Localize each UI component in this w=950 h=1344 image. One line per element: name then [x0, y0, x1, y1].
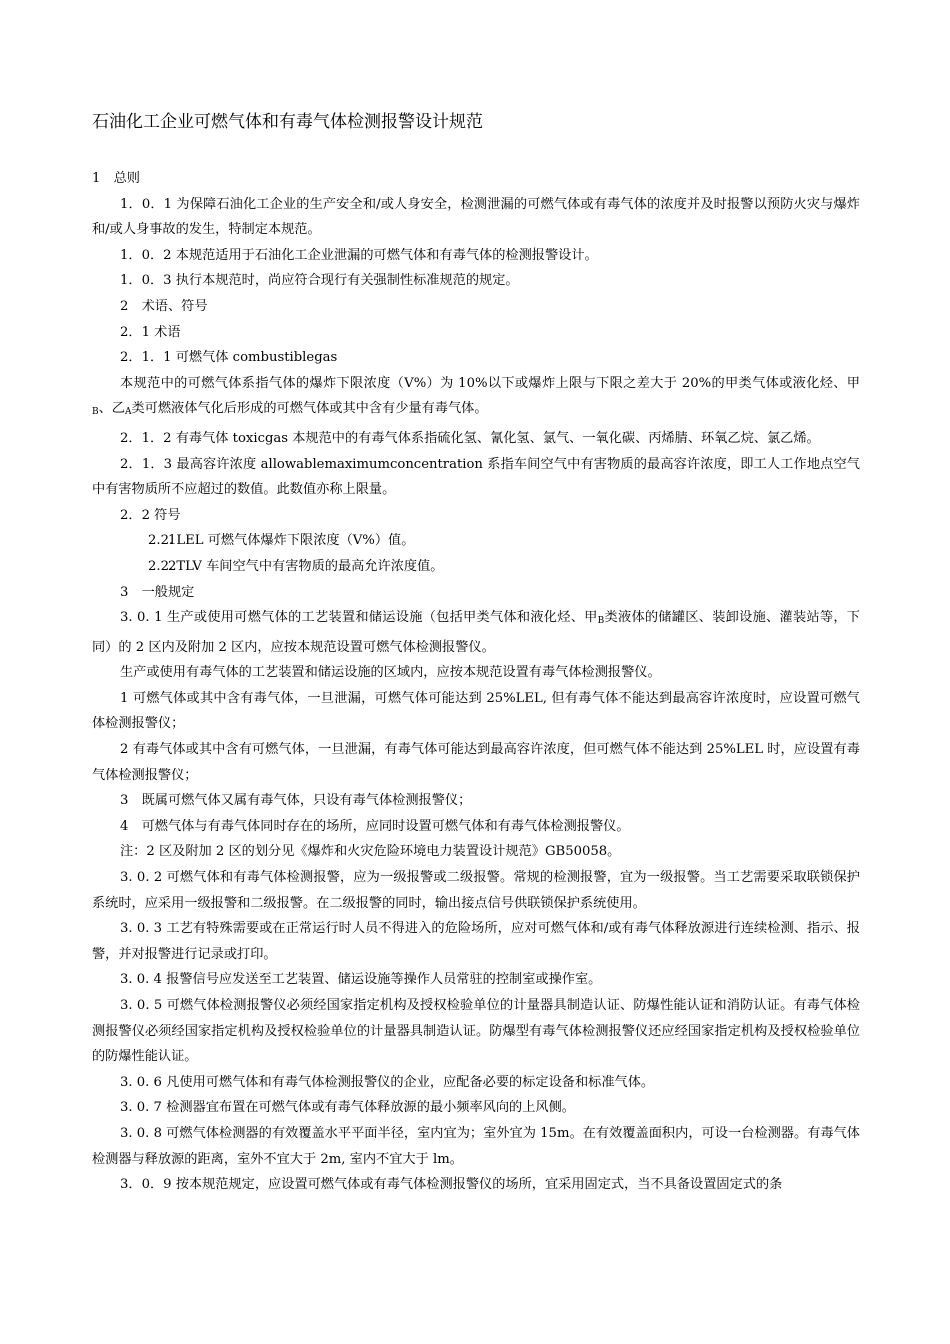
clause-3-0-4: 3. 0. 4 报警信号应发送至工艺装置、储运设施等操作人员常驻的控制室或操作室。	[120, 972, 602, 988]
clause-text: 1LEL 可燃气体爆炸下限浓度（V%）值。	[168, 533, 415, 549]
clause-3-0-7: 3. 0. 7 检测器宜布置在可燃气体或有毒气体释放源的最小频率风向的上风侧。	[120, 1100, 575, 1116]
clause-2-2-2	[92, 554, 860, 580]
text-run: 本规范中的可燃气体系指气体的爆炸下限浓度（V%）为 10%以下或爆炸上限与下限之差大于 20%的甲类气体或液化烃、甲	[120, 375, 860, 391]
clause-3-0-2: 3. 0. 2 可燃气体和有毒气体检测报警，应为一级报警或二级报警。常规的检测报警，宜为一级报警。当工艺需要采取联锁保护系统时，应采用一级报警和二级报警。在二级报警的同时，输出接点信号供联锁保护系统使用。	[92, 870, 860, 911]
clause-3-0-1-toxic: 生产或使用有毒气体的工艺装置和储运设施的区域内，应按本规范设置有毒气体检测报警仪。	[120, 665, 661, 681]
clause-2-2-1	[92, 528, 860, 554]
list-item-4: 4 可燃气体与有毒气体同时存在的场所，应同时设置可燃气体和有毒气体检测报警仪。	[120, 818, 630, 834]
section-heading-1: 1 总则	[92, 171, 140, 186]
text-run: 3. 0. 1 生产或使用可燃气体的工艺装置和储运设施（包括甲类气体和液化烃、甲	[120, 610, 598, 626]
clause-1-0-3: 1．0．3 执行本规范时，尚应符合现行有关强制性标准规范的规定。	[120, 273, 519, 289]
clause-2-1-3: 2．1．3 最高容许浓度 allowablemaximumconcentration 系指车间空气中有害物质的最高容许浓度，即工人工作地点空气中有害物质所不应超过的数值。此数值亦称上限量。	[92, 456, 860, 498]
subscript: B	[597, 616, 605, 627]
list-item-2: 2 有毒气体或其中含有可燃气体，一旦泄漏，有毒气体可能达到最高容许浓度，但可燃气体不能达到 25%LEL 时，应设置有毒气体检测报警仪；	[92, 742, 860, 783]
clause-2-1-1-body	[92, 371, 860, 426]
text-run: 类可燃液体气化后形成的可燃气体或其中含有少量有毒气体。	[131, 401, 488, 417]
clause-1-0-2: 1．0．2 本规范适用于石油化工企业泄漏的可燃气体和有毒气体的检测报警设计。	[120, 247, 598, 263]
clause-3-0-6: 3. 0. 6 凡使用可燃气体和有毒气体检测报警仪的企业，应配备必要的标定设备和标准气体。	[120, 1074, 655, 1090]
clause-3-0-5: 3. 0. 5 可燃气体检测报警仪必须经国家指定机构及授权检验单位的计量器具制造认证、防爆性能认证和消防认证。有毒气体检测报警仪必须经国家指定机构及授权检验单位的计量器具制造认证。防爆型有毒气体检测报警仪还应经国家指定机构及授权检验单位的防爆性能认证。	[92, 998, 860, 1065]
text-run: 类液体的储罐区、装卸设施、灌装站等，下同）的 2 区内及附加 2 区内，应按本规范设置可燃气体检测报警仪。	[92, 610, 860, 655]
section-heading-2-1: 2．1 术语	[120, 324, 181, 340]
clause-3-0-3: 3. 0. 3 工艺有特殊需要或在正常运行时人员不得进入的危险场所，应对可燃气体和/或有毒气体释放源进行连续检测、指示、报警，并对报警进行记录或打印。	[92, 921, 860, 962]
list-item-1: 1 可燃气体或其中含有毒气体，一旦泄漏，可燃气体可能达到 25%LEL, 但有毒气体不能达到最高容许浓度时，应设置可燃气体检测报警仪；	[92, 690, 860, 732]
clause-text: 2TLV 车间空气中有害物质的最高允许浓度值。	[168, 558, 444, 574]
note: 注：2 区及附加 2 区的划分见《爆炸和火灾危险环境电力装置设计规范》GB50058。	[120, 844, 621, 860]
clause-2-1-1: 2．1．1 可燃气体 combustiblegas	[120, 350, 338, 366]
subscript: B	[92, 407, 99, 418]
section-heading-3: 3 一般规定	[120, 584, 195, 600]
clause-3-0-8: 3. 0. 8 可燃气体检测器的有效覆盖水平平面半径，室内宜为；室外宜为 15m。在有效覆盖面积内，可设一台检测器。有毒气体检测器与释放源的距离，室外不宜大于 2m, 室内不宜大于 lm。	[92, 1125, 860, 1167]
section-heading-2-2: 2．2 符号	[120, 507, 181, 523]
text-run: 、乙	[98, 401, 125, 417]
document-body	[92, 166, 860, 1198]
clause-3-0-1	[92, 605, 860, 660]
clause-1-0-1: 1．0．1 为保障石油化工企业的生产安全和/或人身安全，检测泄漏的可燃气体或有毒气体的浓度并及时报警以预防火灾与爆炸和/或人身事故的发生，特制定本规范。	[92, 196, 860, 238]
clause-number: 2.2.	[148, 533, 174, 549]
section-heading-2: 2 术语、符号	[120, 298, 208, 314]
document-title: 石油化工企业可燃气体和有毒气体检测报警设计规范	[92, 112, 483, 132]
subscript: A	[125, 407, 132, 418]
list-item-3: 3 既属可燃气体又属有毒气体，只设有毒气体检测报警仪；	[120, 793, 472, 809]
clause-2-1-2: 2．1．2 有毒气体 toxicgas 本规范中的有毒气体系指硫化氢、氰化氢、氯气、一氧化碳、丙烯腈、环氧乙烷、氯乙烯。	[120, 430, 820, 446]
clause-number: 2.2.	[148, 558, 174, 574]
clause-3-0-9: 3．0．9 按本规范规定，应设置可燃气体或有毒气体检测报警仪的场所，宜采用固定式，当不具备设置固定式的条	[120, 1177, 783, 1193]
